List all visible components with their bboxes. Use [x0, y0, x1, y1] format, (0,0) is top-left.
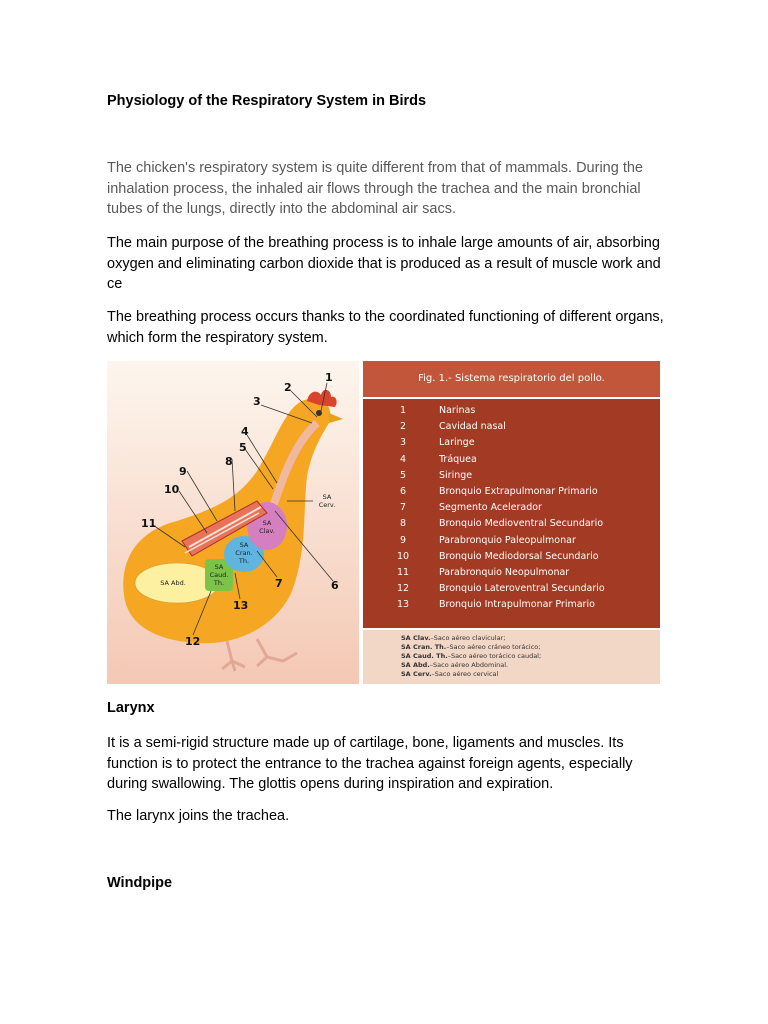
abbreviation-desc: Saco aéreo clavicular;: [433, 634, 506, 642]
abbreviation-row: SA Cerv.–Saco aéreo cervical: [401, 670, 499, 678]
legend-row: [363, 421, 660, 437]
diagram-label-4: 4: [241, 425, 249, 438]
legend-num: 5: [399, 470, 407, 481]
legend-row: [363, 583, 660, 599]
diagram-label-2: 2: [284, 381, 292, 394]
legend-num: 2: [399, 421, 407, 432]
respiratory-figure: [107, 361, 660, 684]
legend-row: [363, 405, 660, 421]
diagram-label-5: 5: [239, 441, 247, 454]
legend-name: Bronquio Extrapulmonar Primario: [439, 486, 598, 497]
abbreviation-code: SA Cerv.: [401, 670, 432, 678]
legend-name: Tráquea: [439, 454, 477, 465]
legend-num: 9: [399, 535, 407, 546]
legend-name: Bronquio Intrapulmonar Primario: [439, 599, 595, 610]
legend-row: [363, 599, 660, 615]
paragraph-intro: The chicken's respiratory system is quite different from that of mammals. During the inhalation process, the inhaled air flows through the trachea and the main bronchial tubes of the lungs, directly into the abdominal air sacs.: [107, 160, 643, 217]
legend-num: 8: [399, 518, 407, 529]
diagram-label-3: 3: [253, 395, 261, 408]
paragraph-process: The breathing process occurs thanks to the coordinated functioning of different organs, which form the respiratory system.: [107, 309, 664, 346]
diagram-label-1: 1: [325, 371, 333, 384]
legend-row: [363, 551, 660, 567]
heading-windpipe: Windpipe: [107, 875, 173, 891]
abbreviation-code: SA Caud. Th.: [401, 652, 448, 660]
diagram-label-9: 9: [179, 465, 187, 478]
sa-clav-label-2: Clav.: [259, 527, 275, 535]
legend-num: 7: [399, 502, 407, 513]
sa-cran-label-1: SA: [239, 541, 249, 549]
legend-name: Bronquio Lateroventral Secundario: [439, 583, 605, 594]
paragraph-larynx-joins: The larynx joins the trachea.: [107, 808, 290, 824]
sa-cerv-label-2: Cerv.: [318, 501, 336, 509]
legend-name: Cavidad nasal: [439, 421, 506, 432]
abbreviation-desc: Saco aéreo cervical: [434, 670, 499, 678]
sa-cerv-label-1: SA: [322, 493, 332, 501]
legend-row: [363, 502, 660, 518]
legend-row: [363, 486, 660, 502]
diagram-label-10: 10: [164, 483, 180, 496]
legend-name: Segmento Acelerador: [439, 502, 542, 513]
legend-name: Laringe: [439, 437, 475, 448]
sa-abd-label: SA Abd.: [160, 579, 186, 587]
legend-row: [363, 518, 660, 534]
diagram-label-12: 12: [185, 635, 201, 648]
abbreviation-desc: Saco aéreo cráneo torácico;: [449, 643, 541, 651]
legend-name: Parabronquio Neopulmonar: [439, 567, 570, 578]
paragraph-purpose: The main purpose of the breathing process is to inhale large amounts of air, absorbing oxygen and eliminating carbon dioxide that is produced as a result of muscle work and ce: [107, 235, 661, 292]
sa-caud-label-2: Caud.: [209, 571, 229, 579]
legend-row: [363, 535, 660, 551]
abbreviation-desc: Saco aéreo torácico caudal;: [450, 652, 542, 660]
legend-num: 6: [399, 486, 407, 497]
figure-caption: Fig. 1.- Sistema respiratorio del pollo.: [363, 361, 660, 397]
legend-num: 13: [396, 599, 410, 610]
sa-clav-label-1: SA: [262, 519, 272, 527]
paragraph-larynx-description: It is a semi-rigid structure made up of cartilage, bone, ligaments and muscles. Its function is to protect the entrance to the trachea against foreign agents, especially during swallowing. The glottis opens during inspiration and expiration.: [107, 735, 633, 792]
legend-name: Siringe: [439, 470, 473, 481]
abbreviation-code: SA Cran. Th.: [401, 643, 447, 651]
diagram-label-11: 11: [141, 517, 157, 530]
figure-legend-list: [363, 399, 660, 628]
legend-name: Bronquio Mediodorsal Secundario: [439, 551, 599, 562]
legend-num: 12: [396, 583, 410, 594]
abbreviation-code: SA Abd.: [401, 661, 430, 669]
legend-num: 1: [399, 405, 407, 416]
abbreviation-row: SA Clav.–Saco aéreo clavicular;: [401, 634, 506, 642]
legend-row: [363, 470, 660, 486]
abbreviation-row: SA Abd.–Saco aéreo Abdominal.: [401, 661, 509, 669]
diagram-label-13: 13: [233, 599, 249, 612]
legend-row: [363, 437, 660, 453]
abbreviation-row: SA Cran. Th.–Saco aéreo cráneo torácico;: [401, 643, 541, 651]
legend-row: [363, 454, 660, 470]
diagram-label-6: 6: [331, 579, 339, 592]
legend-name: Bronquio Medioventral Secundario: [439, 518, 604, 529]
heading-larynx: Larynx: [107, 700, 155, 716]
legend-num: 3: [399, 437, 407, 448]
legend-num: 11: [396, 567, 410, 578]
legend-name: Parabronquio Paleopulmonar: [439, 535, 576, 546]
sa-caud-label-1: SA: [214, 563, 224, 571]
diagram-label-7: 7: [275, 577, 283, 590]
chicken-diagram: [107, 361, 359, 684]
sa-cran-label-2: Cran.: [235, 549, 253, 557]
legend-row: [363, 567, 660, 583]
diagram-label-8: 8: [225, 455, 233, 468]
page-title: Physiology of the Respiratory System in Birds: [107, 93, 427, 109]
abbreviation-desc: Saco aéreo Abdominal.: [433, 661, 509, 669]
figure-legend-panel: [363, 361, 660, 684]
legend-num: 4: [399, 454, 407, 465]
legend-name: Narinas: [439, 405, 476, 416]
legend-num: 10: [396, 551, 410, 562]
sa-cran-label-3: Th.: [238, 557, 250, 565]
abbreviation-code: SA Clav.: [401, 634, 431, 642]
figure-abbreviations: [363, 630, 660, 684]
abbreviation-row: SA Caud. Th.–Saco aéreo torácico caudal;: [401, 652, 542, 660]
sa-caud-label-3: Th.: [213, 579, 225, 587]
chicken-diagram-svg: [107, 361, 359, 684]
